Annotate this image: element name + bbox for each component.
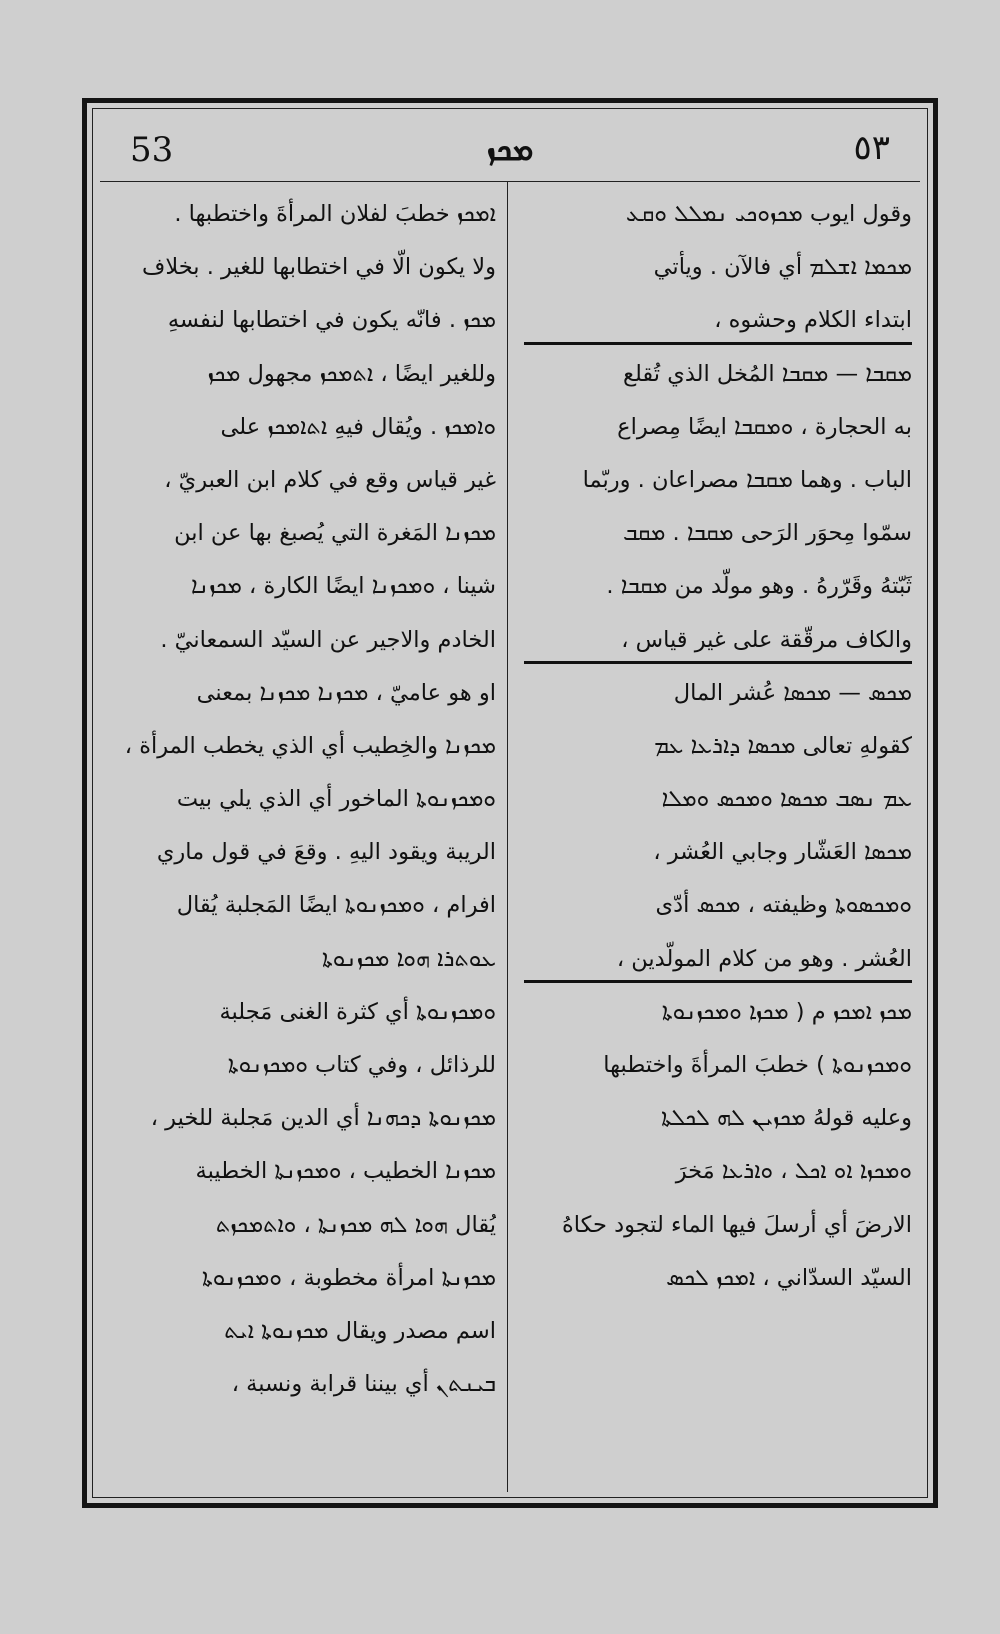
text-line: سمّوا مِحوَر الرَحى ܡܩܒܐ . ܡܩܒ [623, 520, 912, 547]
text-line: ܡܟܡܐ ܐܫܠܡ أي فالآن . ويأتي [653, 254, 912, 281]
text-line: ܘܡܟܙܢܘܬܐ ) خطبَ المرأةَ واختطبها [603, 1052, 912, 1078]
text-line: به الحجارة ، ܘܡܩܒܐ ايضًا مِصراع [617, 413, 912, 440]
text-line: ܥܡ ܢܣܒ ܡܟܣܐ ܘܡܟܣ ܘܡܠܐ [661, 786, 912, 813]
text-line: ܘܡܟܙܢܘܬܐ أي كثرة الغنى مَجلبة [219, 998, 496, 1025]
text-line: ܡܟܙܢܐ والخِطيب أي الذي يخطب المرأة ، [124, 732, 496, 759]
text-line: ܡܟܙܢܐ الخطيب ، ܘܡܟܙܢܬܐ الخطيبة [195, 1158, 496, 1185]
text-line: ܡܟܣ — ܡܟܣܐ عُشر المال [673, 679, 912, 706]
text-line: ثَبّتهُ وقَرّرهُ . وهو مولّد من ܡܩܒܐ . [606, 573, 912, 600]
text-line: ܘܡܟܙܢܘܬܐ الماخور أي الذي يلي بيت [176, 786, 496, 813]
text-line: ܡܟܙܢܐ المَغرة التي يُصبغ بها عن ابن [174, 520, 496, 547]
text-line: اسم مصدر ويقال ܡܟܙܢܘܬܐ ܐܝܬ [224, 1317, 496, 1344]
text-line: وللغير ايضًا ، ܐܬܡܟܙ مجهول ܡܟܙ [207, 360, 496, 387]
text-line: ܐܡܟܙ خطبَ لفلان المرأةَ واختطبها . [174, 201, 496, 227]
text-line: السيّد السدّاني ، ܐܡܟܙ ܠܟܣ [666, 1264, 912, 1291]
text-line: الريبة ويقود اليهِ . وقعَ في قول ماري [156, 839, 496, 866]
text-line: كقولهِ تعالى ܡܟܣܐ ܕܐܪܥܐ ܥܡ [654, 732, 912, 759]
text-line: ܡܩܒܐ — ܡܩܒܐ المُخل الذي تُقلع [623, 360, 912, 387]
page-number-latin: 53 [130, 130, 174, 170]
text-line: ܡܟܙܢܘܬܐ ܕܟܗܢܐ أي الدين مَجلبة للخير ، [150, 1105, 496, 1132]
column-divider [507, 182, 508, 1492]
text-line: ولا يكون الّا في اختطابها للغير . بخلاف [142, 254, 496, 281]
text-line: والكاف مرقّقة على غير قياس ، [621, 626, 912, 653]
text-line: للرذائل ، وفي كتاب ܘܡܟܙܢܘܬܐ [227, 1052, 496, 1078]
text-line: ܘܡܟܙܐ ܐܘ ܐܟܠ ، ܘܐܪܥܐ مَخرَ [675, 1158, 912, 1185]
text-line: ܘܐܡܟܙ . ويُقال فيهِ ܐܬܐܡܟܙ على [220, 413, 496, 440]
separator-line [524, 342, 912, 345]
separator-line [524, 980, 912, 983]
right-column [524, 188, 912, 1488]
left-column [110, 188, 496, 1488]
text-line: وقول ايوب ܡܟܙܘܟܝ ܢܡܠܠ ܘܩܥ [625, 201, 912, 227]
page-header [100, 118, 920, 182]
text-line: ܡܟܙ . فانّه يكون في اختطابها لنفسهِ [167, 307, 496, 334]
separator-line [524, 661, 912, 664]
text-line: الارضَ أي أرسلَ فيها الماء لتجود حكاهُ [561, 1211, 912, 1238]
text-line: يُقال ܗܘܐ ܠܗ ܡܟܙܢܬܐ ، ܘܐܬܡܟܙܬ [215, 1211, 496, 1238]
page-number-arabic: ٥٣ [853, 128, 890, 168]
text-line: ܘܡܟܣܘܬܐ وظيفته ، ܡܟܣ أدّى [655, 892, 912, 919]
text-line: شينا ، ܘܡܟܙܢܐ ايضًا الكارة ، ܡܟܙܢܐ [191, 573, 496, 600]
text-line: وعليه قولهُ ܡܟܙܝܢ ܠܗ ܠܟܠܬܐ [661, 1105, 912, 1132]
text-line: العُشر . وهو من كلام المولّدين ، [616, 945, 912, 972]
text-line: ܥܘܬܪܐ ܗܘܐ ܡܟܙܢܘܬܐ [322, 945, 496, 972]
text-line: او هو عاميّ ، ܡܟܙܢܐ ܡܟܙܢܐ بمعنى [196, 679, 496, 706]
text-line: ܡܟܙ ܐܡܟܙ م ( ܡܟܙܐ ܘܡܟܙܢܘܬܐ [661, 998, 912, 1025]
running-title: ܡܟܙ [486, 130, 534, 168]
text-line: افرام ، ܘܡܟܙܢܘܬܐ ايضًا المَجلبة يُقال [176, 892, 496, 919]
text-line: ܡܟܙܢܬܐ امرأة مخطوبة ، ܘܡܟܙܢܘܬܐ [201, 1264, 496, 1291]
text-line: ܒܝܢܬܢ أي بيننا قرابة ونسبة ، [231, 1371, 496, 1398]
text-line: ابتداء الكلام وحشوه ، [714, 307, 912, 334]
text-line: الخادم والاجير عن السيّد السمعانيّ . [160, 626, 496, 653]
text-line: غير قياس وقع في كلام ابن العبريّ ، [164, 466, 496, 493]
text-line: ܡܟܣܐ العَشّار وجابي العُشر ، [653, 839, 912, 866]
text-line: الباب . وهما ܡܩܒܐ مصراعان . وربّما [582, 466, 912, 493]
